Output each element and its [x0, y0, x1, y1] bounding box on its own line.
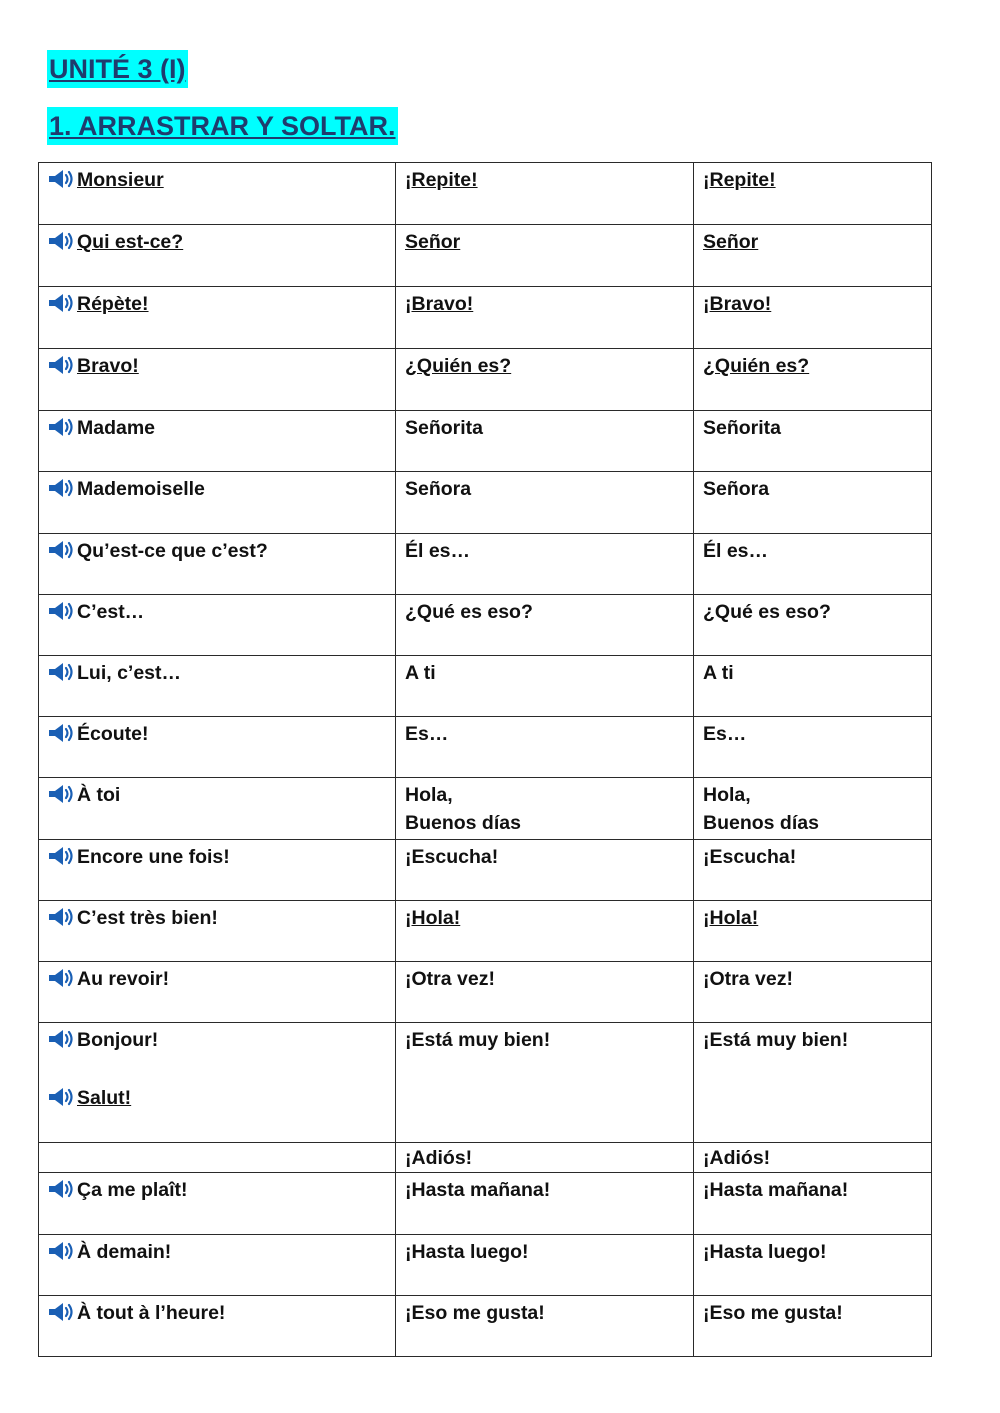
spanish-phrase-text: Señora: [405, 478, 472, 500]
spanish-phrase-text: ¿Quién es?: [405, 355, 512, 377]
table-row: [39, 411, 932, 472]
speaker-icon[interactable]: [48, 846, 74, 866]
drop-target-cell[interactable]: [694, 163, 932, 225]
french-phrase: [48, 781, 387, 809]
french-phrase: [48, 1176, 387, 1204]
answer-cell[interactable]: [396, 717, 694, 778]
spanish-phrase-text: ¡Otra vez!: [405, 968, 495, 990]
speaker-icon[interactable]: [48, 540, 74, 560]
french-phrase-text: Qu’est-ce que c’est?: [77, 540, 268, 562]
table-row: [39, 1143, 932, 1173]
speaker-icon[interactable]: [48, 601, 74, 621]
french-phrase: [48, 166, 387, 194]
french-phrase-text: Bonjour!: [77, 1029, 159, 1051]
answer-cell[interactable]: [396, 163, 694, 225]
french-phrase: [48, 904, 387, 932]
speaker-icon[interactable]: [48, 1029, 74, 1049]
answer-cell[interactable]: [396, 411, 694, 472]
speaker-icon[interactable]: [48, 417, 74, 437]
french-cell: [39, 1023, 396, 1143]
drop-target-cell[interactable]: [694, 1173, 932, 1235]
french-phrase: [48, 598, 387, 626]
table-row: [39, 1296, 932, 1357]
answer-cell[interactable]: [396, 1296, 694, 1357]
answer-cell[interactable]: [396, 778, 694, 840]
drop-target-cell[interactable]: [694, 411, 932, 472]
french-phrase: [48, 352, 387, 380]
french-phrase-text: À demain!: [77, 1241, 172, 1263]
drop-target-cell[interactable]: [694, 1023, 932, 1143]
spanish-phrase-text: Hola, Buenos días: [405, 784, 521, 834]
french-phrase: [48, 965, 387, 993]
drop-target-cell[interactable]: [694, 962, 932, 1023]
spanish-phrase-text: ¡Adiós!: [703, 1147, 771, 1169]
answer-cell[interactable]: [396, 287, 694, 349]
french-phrase-text: À tout à l’heure!: [77, 1302, 226, 1324]
drop-target-cell[interactable]: [694, 287, 932, 349]
spanish-phrase-text: ¿Quién es?: [703, 355, 810, 377]
french-phrase-text: Monsieur: [77, 169, 164, 191]
french-phrase-text: Écoute!: [77, 723, 149, 745]
spanish-phrase-text: Señor: [703, 231, 759, 253]
french-phrase: [48, 720, 387, 748]
french-cell: [39, 778, 396, 840]
drop-target-cell[interactable]: [694, 1143, 932, 1173]
french-phrase: [48, 228, 387, 256]
spanish-phrase-text: Señor: [405, 231, 461, 253]
speaker-icon[interactable]: [48, 293, 74, 313]
drop-target-cell[interactable]: [694, 901, 932, 962]
answer-cell[interactable]: [396, 472, 694, 534]
speaker-icon[interactable]: [48, 231, 74, 251]
french-phrase-text: Mademoiselle: [77, 478, 205, 500]
spanish-phrase-text: Señorita: [703, 417, 782, 439]
french-cell: [39, 411, 396, 472]
table-row: [39, 287, 932, 349]
speaker-icon[interactable]: [48, 1087, 74, 1107]
french-phrase: [48, 475, 387, 503]
speaker-icon[interactable]: [48, 662, 74, 682]
spanish-phrase-text: ¡Eso me gusta!: [703, 1302, 843, 1324]
french-cell: [39, 840, 396, 901]
table-row: [39, 1235, 932, 1296]
french-phrase: [48, 1299, 387, 1327]
french-cell: [39, 656, 396, 717]
speaker-icon[interactable]: [48, 968, 74, 988]
table-row: [39, 534, 932, 595]
spanish-phrase-text: ¡Está muy bien!: [703, 1029, 849, 1051]
french-phrase-text: Lui, c’est…: [77, 662, 182, 684]
french-cell: [39, 901, 396, 962]
spanish-phrase-text: ¿Qué es eso?: [703, 601, 831, 623]
french-phrase: [48, 843, 387, 871]
speaker-icon[interactable]: [48, 1302, 74, 1322]
spanish-phrase-text: ¡Bravo!: [405, 293, 474, 315]
table-row: [39, 225, 932, 287]
spanish-phrase-text: ¡Repite!: [703, 169, 776, 191]
spanish-phrase-text: ¡Está muy bien!: [405, 1029, 551, 1051]
drop-target-cell[interactable]: [694, 349, 932, 411]
french-phrase-text: Bravo!: [77, 355, 139, 377]
french-cell: [39, 534, 396, 595]
drop-target-cell[interactable]: [694, 225, 932, 287]
spanish-phrase-text: ¡Repite!: [405, 169, 478, 191]
answer-cell[interactable]: [396, 595, 694, 656]
drop-target-cell[interactable]: [694, 595, 932, 656]
table-row: [39, 472, 932, 534]
french-phrase: [48, 1238, 387, 1266]
drop-target-cell[interactable]: [694, 472, 932, 534]
answer-cell[interactable]: [396, 901, 694, 962]
spanish-phrase-text: A ti: [703, 662, 734, 684]
french-phrase-text: Répète!: [77, 293, 149, 315]
speaker-icon[interactable]: [48, 907, 74, 927]
french-phrase: [48, 537, 387, 565]
drop-target-cell[interactable]: [694, 1296, 932, 1357]
table-row: [39, 962, 932, 1023]
answer-cell[interactable]: [396, 225, 694, 287]
french-cell: [39, 163, 396, 225]
spanish-phrase-text: Hola, Buenos días: [703, 784, 819, 834]
french-phrase-text: Ça me plaît!: [77, 1179, 188, 1201]
answer-cell[interactable]: [396, 840, 694, 901]
speaker-icon[interactable]: [48, 1241, 74, 1261]
spanish-phrase-text: ¡Escucha!: [703, 846, 797, 868]
french-phrase-text: Salut!: [77, 1087, 132, 1109]
french-phrase-text: Encore une fois!: [77, 846, 230, 868]
spanish-phrase-text: Señora: [703, 478, 770, 500]
french-cell: [39, 472, 396, 534]
french-phrase-text: À toi: [77, 784, 121, 806]
spanish-phrase-text: ¡Hasta luego!: [703, 1241, 827, 1263]
speaker-icon[interactable]: [48, 784, 74, 804]
french-cell: [39, 962, 396, 1023]
spanish-phrase-text: ¡Adiós!: [405, 1147, 473, 1169]
spanish-phrase-text: Señorita: [405, 417, 484, 439]
answer-cell[interactable]: [396, 534, 694, 595]
french-cell: [39, 595, 396, 656]
spanish-phrase-text: ¿Qué es eso?: [405, 601, 533, 623]
drop-target-cell[interactable]: [694, 534, 932, 595]
table-row: [39, 717, 932, 778]
drop-target-cell[interactable]: [694, 778, 932, 840]
speaker-icon[interactable]: [48, 355, 74, 375]
section-title: 1. ARRASTRAR Y SOLTAR.: [47, 107, 398, 145]
french-cell: [39, 717, 396, 778]
answer-cell[interactable]: [396, 1143, 694, 1173]
spanish-phrase-text: ¡Hasta luego!: [405, 1241, 529, 1263]
answer-cell[interactable]: [396, 656, 694, 717]
french-phrase: [48, 1026, 387, 1054]
spanish-phrase-text: ¡Escucha!: [405, 846, 499, 868]
answer-cell[interactable]: [396, 1023, 694, 1143]
french-cell: [39, 1296, 396, 1357]
table-row: [39, 901, 932, 962]
table-row: [39, 1023, 932, 1143]
french-cell: [39, 225, 396, 287]
french-phrase: [48, 1084, 387, 1112]
table-row: [39, 1173, 932, 1235]
speaker-icon[interactable]: [48, 478, 74, 498]
answer-cell[interactable]: [396, 962, 694, 1023]
french-cell: [39, 287, 396, 349]
french-phrase-text: Au revoir!: [77, 968, 170, 990]
table-row: [39, 595, 932, 656]
french-cell: [39, 1143, 396, 1173]
french-phrase-text: C’est très bien!: [77, 907, 218, 929]
spanish-phrase-text: ¡Hola!: [703, 907, 759, 929]
french-cell: [39, 349, 396, 411]
french-phrase: [48, 659, 387, 687]
french-phrase-text: Madame: [77, 417, 156, 439]
vocabulary-table: [38, 162, 932, 1357]
table-row: [39, 840, 932, 901]
french-cell: [39, 1173, 396, 1235]
table-row: [39, 656, 932, 717]
drop-target-cell[interactable]: [694, 717, 932, 778]
spanish-phrase-text: Él es…: [405, 540, 471, 562]
spanish-phrase-text: ¡Hasta mañana!: [405, 1179, 551, 1201]
speaker-icon[interactable]: [48, 723, 74, 743]
french-cell: [39, 1235, 396, 1296]
spanish-phrase-text: ¡Hola!: [405, 907, 461, 929]
table-row: [39, 778, 932, 840]
answer-cell[interactable]: [396, 1235, 694, 1296]
page-title: UNITÉ 3 (I): [47, 50, 188, 88]
table-row: [39, 349, 932, 411]
spanish-phrase-text: A ti: [405, 662, 436, 684]
table-row: [39, 163, 932, 225]
drop-target-cell[interactable]: [694, 656, 932, 717]
spanish-phrase-text: ¡Otra vez!: [703, 968, 793, 990]
french-phrase: [48, 414, 387, 442]
spanish-phrase-text: Él es…: [703, 540, 769, 562]
spanish-phrase-text: ¡Bravo!: [703, 293, 772, 315]
french-phrase-text: C’est…: [77, 601, 145, 623]
french-phrase-text: Qui est-ce?: [77, 231, 184, 253]
drop-target-cell[interactable]: [694, 840, 932, 901]
french-phrase: [48, 290, 387, 318]
spanish-phrase-text: Es…: [703, 723, 747, 745]
spanish-phrase-text: ¡Eso me gusta!: [405, 1302, 545, 1324]
speaker-icon[interactable]: [48, 1179, 74, 1199]
answer-cell[interactable]: [396, 349, 694, 411]
spanish-phrase-text: Es…: [405, 723, 449, 745]
spanish-phrase-text: ¡Hasta mañana!: [703, 1179, 849, 1201]
speaker-icon[interactable]: [48, 169, 74, 189]
drop-target-cell[interactable]: [694, 1235, 932, 1296]
answer-cell[interactable]: [396, 1173, 694, 1235]
